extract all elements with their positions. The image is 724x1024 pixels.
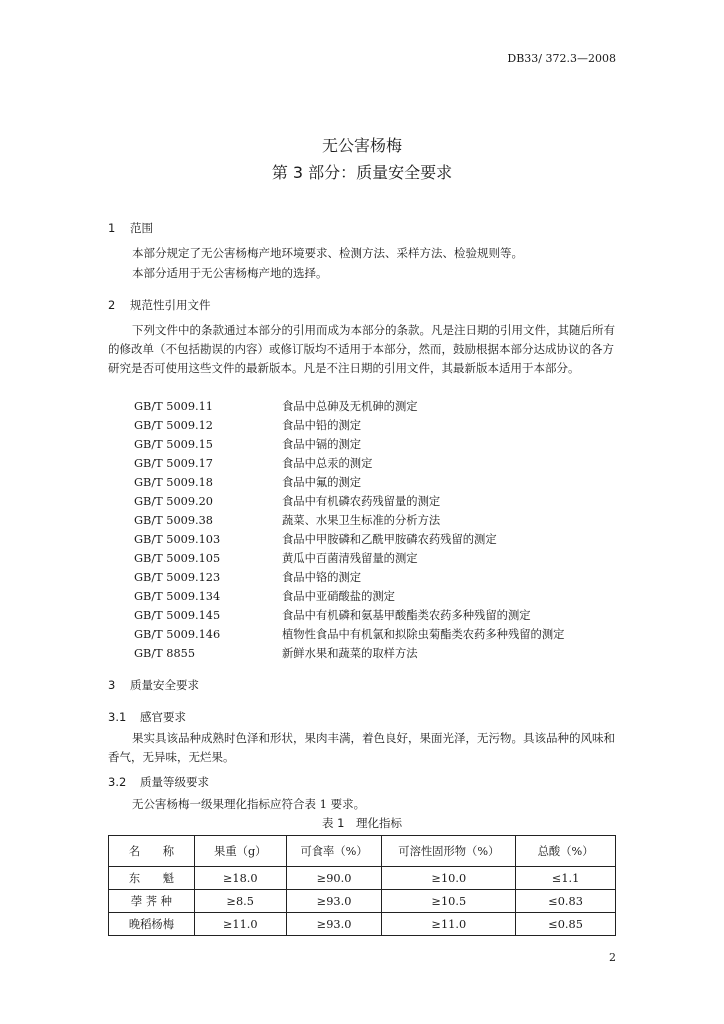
section-1-heading [108,220,153,236]
table-header-cell: 果重（g） [194,836,286,867]
section-number: 2 [108,298,116,312]
reference-code: GB/T 5009.11 [134,400,213,413]
reference-code: GB/T 5009.123 [134,571,221,584]
reference-code: GB/T 8855 [134,647,196,660]
table-cell: ≥10.5 [382,890,516,913]
reference-title: 食品中镉的测定 [282,438,362,451]
paragraph: 本部分适用于无公害杨梅产地的选择。 [132,266,328,280]
paragraph: 本部分规定了无公害杨梅产地环境要求、检测方法、采样方法、检验规则等。 [132,246,523,260]
subsection-number: 3.1 [108,710,127,724]
reference-code: GB/T 5009.146 [134,628,221,641]
table-header-cell: 可溶性固形物（%） [382,836,516,867]
table-cell: ≥8.5 [194,890,286,913]
reference-title: 食品中铅的测定 [282,419,362,432]
variety-name-cell: 东 魁 [109,867,195,890]
reference-code: GB/T 5009.20 [134,495,213,508]
table-cell: ≥93.0 [286,890,382,913]
variety-name-cell: 荸 荠 种 [109,890,195,913]
paragraph: 无公害杨梅一级果理化指标应符合表 1 要求。 [132,797,366,811]
quality-table [108,835,616,936]
section-number: 3 [108,678,116,692]
reference-item [134,474,361,493]
reference-item [134,493,440,512]
reference-item [134,550,418,569]
reference-code: GB/T 5009.134 [134,590,221,603]
reference-item [134,417,361,436]
table-cell: ≥11.0 [194,913,286,936]
reference-code: GB/T 5009.12 [134,419,213,432]
reference-title: 食品中总汞的测定 [282,457,373,470]
section-title: 范围 [130,221,153,235]
subsection-3-1-heading [108,709,186,725]
reference-title: 植物性食品中有机氯和拟除虫菊酯类农药多种残留的测定 [282,628,565,641]
table-row [109,913,616,936]
subsection-number: 3.2 [108,775,127,789]
reference-code: GB/T 5009.105 [134,552,221,565]
reference-title: 食品中氟的测定 [282,476,362,489]
reference-item [134,436,361,455]
subsection-title: 质量等级要求 [140,775,209,789]
subsection-title: 感官要求 [140,710,186,724]
table-caption: 表 1 理化指标 [322,816,402,830]
table-cell: ≥93.0 [286,913,382,936]
table-cell: ≥10.0 [382,867,516,890]
section-3-heading [108,677,199,693]
reference-code: GB/T 5009.18 [134,476,213,489]
reference-title: 食品中亚硝酸盐的测定 [282,590,395,603]
reference-title: 食品中有机磷农药残留量的测定 [282,495,441,508]
reference-code: GB/T 5009.145 [134,609,221,622]
reference-item [134,512,440,531]
reference-title: 蔬菜、水果卫生标准的分析方法 [282,514,441,527]
reference-title: 食品中总砷及无机砷的测定 [282,400,418,413]
reference-item [134,569,361,588]
table-cell: ≤1.1 [516,867,616,890]
reference-title: 黄瓜中百菌清残留量的测定 [282,552,418,565]
table-row [109,867,616,890]
section-title: 质量安全要求 [130,678,199,692]
table-header-cell: 可食率（%） [286,836,382,867]
table-cell: ≥90.0 [286,867,382,890]
page-number: 2 [609,951,616,964]
section-number: 1 [108,221,116,235]
table-row [109,890,616,913]
variety-name-cell: 晚稻杨梅 [109,913,195,936]
table-cell: ≥18.0 [194,867,286,890]
table-cell: ≤0.85 [516,913,616,936]
table-header-cell: 名 称 [109,836,195,867]
reference-item [134,607,531,626]
table-cell: ≤0.83 [516,890,616,913]
table-header-row [109,836,616,867]
reference-title: 食品中铬的测定 [282,571,362,584]
reference-item [134,626,564,645]
reference-title: 食品中甲胺磷和乙酰甲胺磷农药残留的测定 [282,533,497,546]
reference-code: GB/T 5009.103 [134,533,221,546]
section-title: 规范性引用文件 [130,298,211,312]
table-header-cell: 总酸（%） [516,836,616,867]
reference-title: 食品中有机磷和氨基甲酸酯类农药多种残留的测定 [282,609,531,622]
paragraph: 果实具该品种成熟时色泽和形状，果肉丰满，着色良好，果面光泽，无污物。具该品种的风味和香气，无异味，无烂果。 [108,731,615,764]
standard-code: DB33/ 372.3—2008 [507,52,616,65]
reference-code: GB/T 5009.17 [134,457,213,470]
part-title: 第 3 部分：质量安全要求 [271,163,453,182]
reference-code: GB/T 5009.15 [134,438,213,451]
intro-paragraph: 下列文件中的条款通过本部分的引用而成为本部分的条款。凡是注日期的引用文件，其随后所有的修改单（不包括勘误的内容）或修订版均不适用于本部分，然而，鼓励根据本部分达成协议的各方研究是否可使用这些文件的最新版本。凡是不注日期的引用文件，其最新版本适用于本部分。 [108,323,615,375]
reference-title: 新鲜水果和蔬菜的取样方法 [282,647,418,660]
reference-item [134,645,418,664]
reference-item [134,455,372,474]
reference-item [134,588,395,607]
section-2-heading [108,297,211,313]
subsection-3-2-heading [108,774,209,790]
reference-item [134,398,418,417]
reference-code: GB/T 5009.38 [134,514,213,527]
reference-item [134,531,497,550]
document-title: 无公害杨梅 [321,136,402,155]
table-cell: ≥11.0 [382,913,516,936]
